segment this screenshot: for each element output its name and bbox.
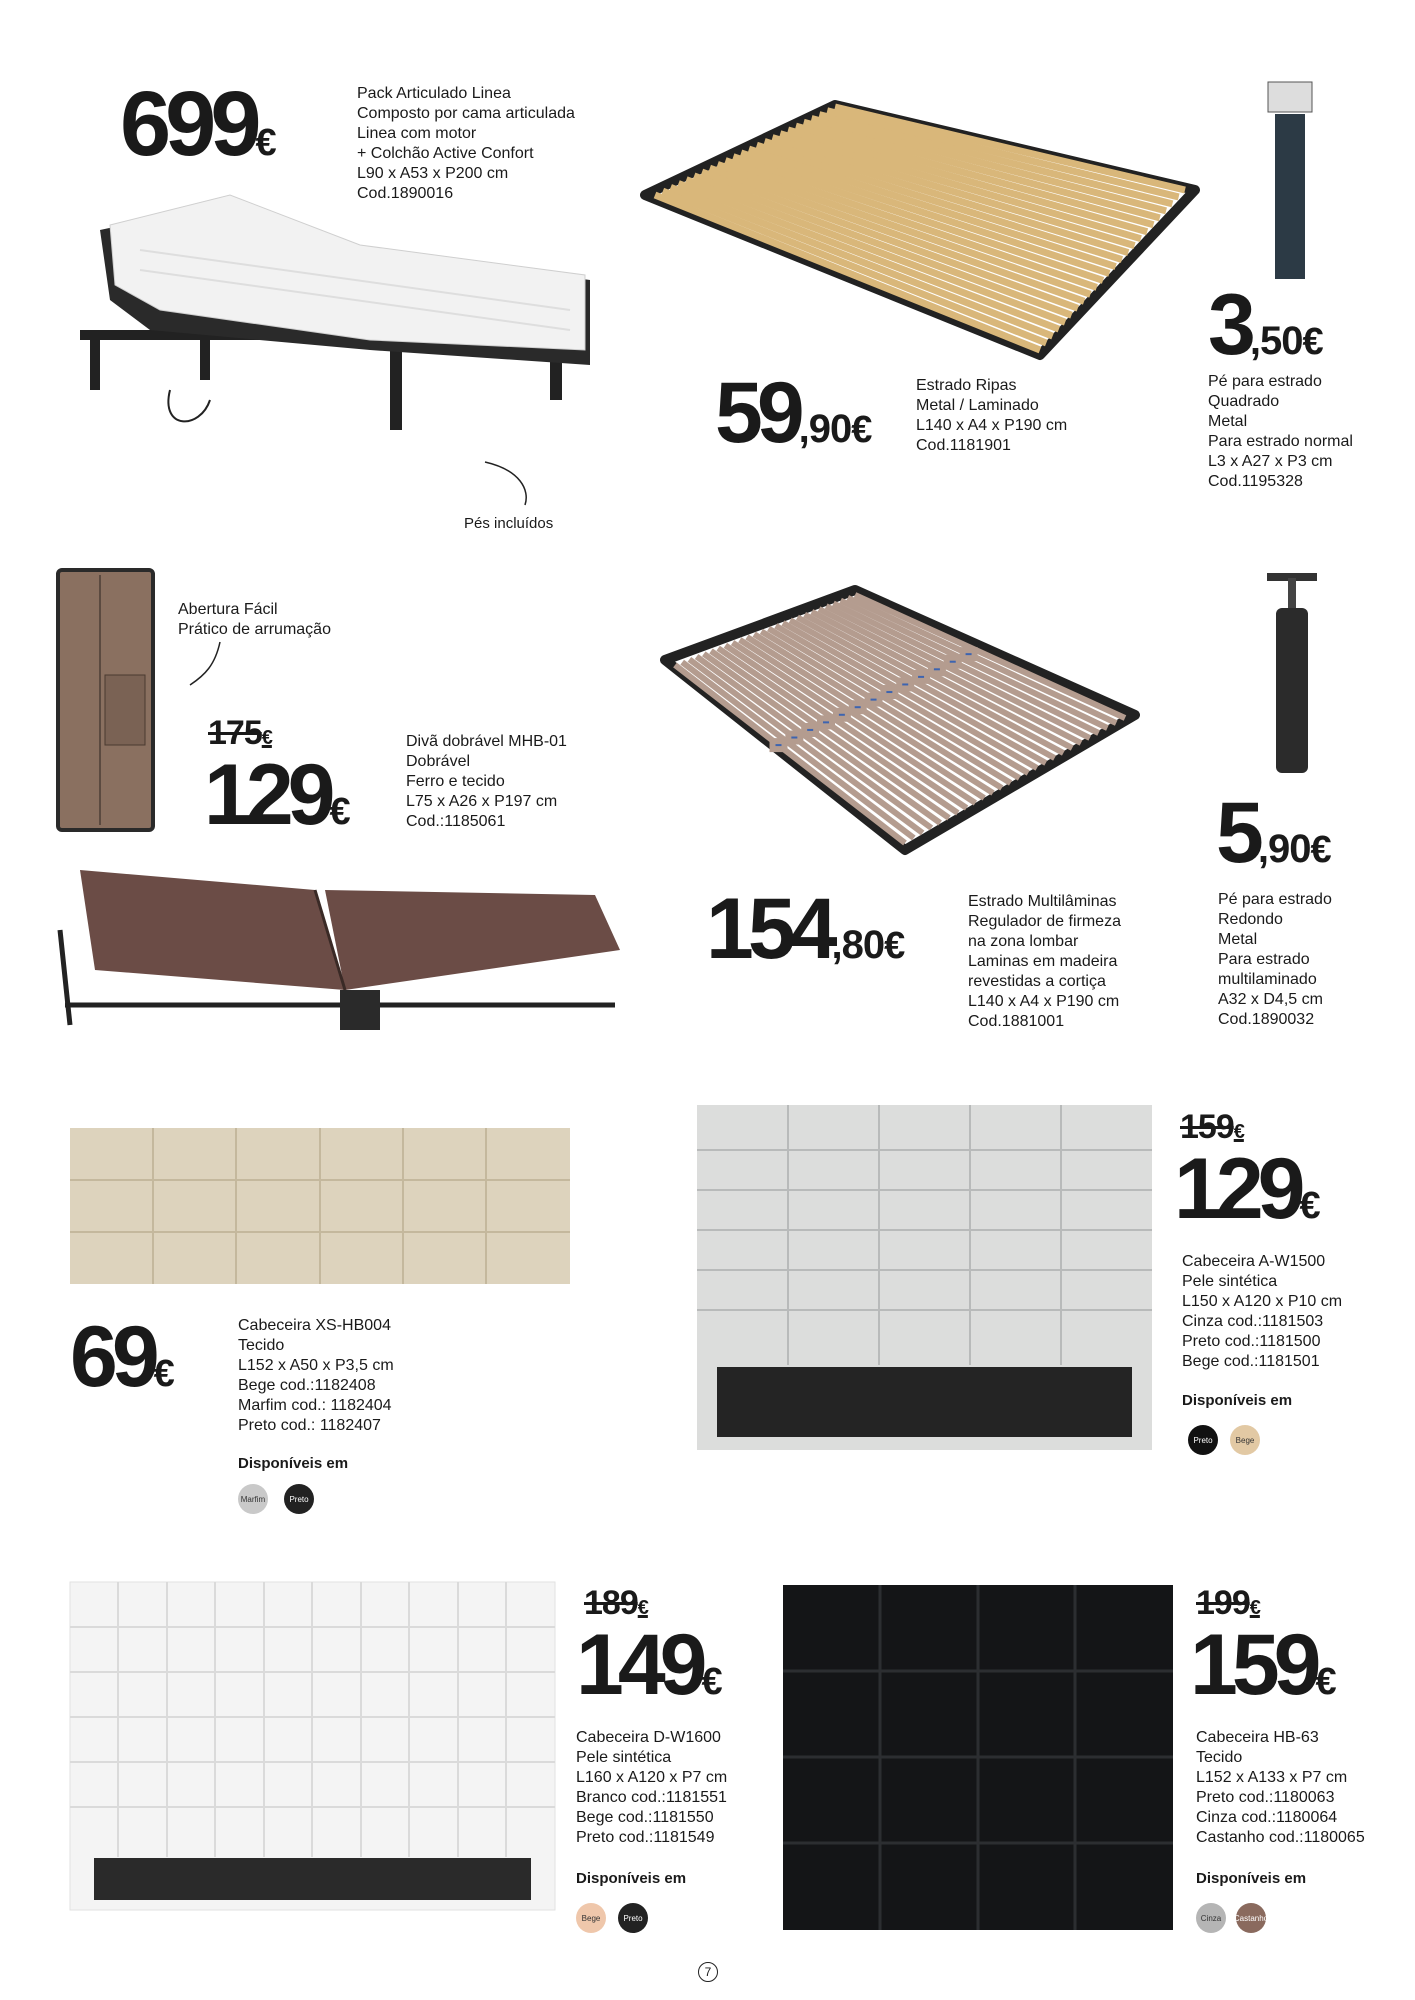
desc-line: Preto cod.:1180063 — [1196, 1789, 1335, 1806]
desc-line: Metal / Laminado — [916, 397, 1039, 414]
desc-line: Tecido — [1196, 1749, 1243, 1766]
desc-line: Marfim cod.: 1182404 — [238, 1397, 392, 1414]
desc-line: Para estrado — [1218, 951, 1310, 968]
available-label: Disponíveis em — [576, 1870, 687, 1887]
desc-line: Cod.1195328 — [1208, 473, 1303, 490]
slatted-base-image — [640, 100, 1200, 360]
old-price-value: 189 — [584, 1584, 638, 1622]
old-price-value: 159 — [1180, 1108, 1234, 1146]
desc-line: A32 x D4,5 cm — [1218, 991, 1323, 1008]
desc-line: Pé para estrado — [1218, 891, 1332, 908]
desc-pack-articulado — [357, 84, 575, 204]
desc-line: Preto cod.:1181549 — [576, 1829, 715, 1846]
price-int: 154 — [706, 881, 832, 977]
price-currency: € — [884, 925, 906, 967]
desc-line: Redondo — [1218, 911, 1283, 928]
desc-line: Ferro e tecido — [406, 773, 505, 790]
desc-line: Cod.1881001 — [968, 1013, 1065, 1030]
desc-line: L152 x A50 x P3,5 cm — [238, 1357, 394, 1374]
desc-line: Cabeceira HB-63 — [1196, 1729, 1319, 1746]
square-leg-image — [1260, 74, 1320, 284]
desc-line: Bege cod.:1181501 — [1182, 1353, 1320, 1370]
headboard-hb-63-image — [783, 1585, 1173, 1930]
price-currency: € — [701, 1661, 723, 1703]
price-int: 129 — [1174, 1141, 1300, 1237]
note-line: Abertura Fácil — [178, 601, 278, 618]
price-cabeceira-d-w1600 — [576, 1617, 723, 1713]
desc-line: Cinza cod.:1181503 — [1182, 1313, 1324, 1330]
desc-line: Cod.1181901 — [916, 437, 1011, 454]
desc-cabeceira-a-w1500 — [1182, 1252, 1342, 1372]
desc-line: Metal — [1218, 931, 1258, 948]
headboard-d-w1600-image — [70, 1582, 555, 1910]
desc-line: Divã dobrável MHB-01 — [406, 733, 567, 750]
price-int: 699 — [120, 73, 256, 175]
desc-cabeceira-hb-63 — [1196, 1728, 1365, 1848]
headboard-xs-hb004-image — [70, 1128, 570, 1284]
price-estrado-ripas — [715, 365, 873, 461]
old-price-currency: € — [1233, 1121, 1244, 1143]
round-leg-image — [1262, 568, 1322, 783]
price-int: 5 — [1216, 785, 1258, 881]
desc-line: Bege cod.:1182408 — [238, 1377, 376, 1394]
price-pack-articulado — [120, 73, 277, 175]
desc-pe-redondo — [1218, 890, 1332, 1030]
desc-line: Preto cod.:1181500 — [1182, 1333, 1321, 1350]
note-abertura-facil — [178, 600, 331, 640]
desc-line: L3 x A27 x P3 cm — [1208, 453, 1333, 470]
multislat-base-image — [655, 585, 1145, 855]
swatch-marfim[interactable]: Marfim — [238, 1484, 268, 1514]
old-price-currency: € — [1249, 1597, 1260, 1619]
desc-line: Dobrável — [406, 753, 471, 770]
price-currency: € — [1310, 829, 1332, 871]
price-pe-redondo — [1216, 785, 1332, 881]
available-label: Disponíveis em — [1182, 1392, 1293, 1409]
swatch-preto[interactable]: Preto — [618, 1903, 648, 1933]
folded-bed-image — [50, 565, 165, 845]
price-cabeceira-xs-hb004 — [70, 1309, 175, 1405]
desc-cabeceira-d-w1600 — [576, 1728, 727, 1848]
desc-line: Pele sintética — [576, 1749, 672, 1766]
price-int: 59 — [715, 365, 799, 461]
page-number: 7 — [698, 1962, 718, 1982]
old-price-currency: € — [261, 727, 272, 749]
price-currency: € — [851, 409, 873, 451]
desc-line: Cod.:1185061 — [406, 813, 506, 830]
price-currency: € — [1315, 1661, 1337, 1703]
desc-line: Cabeceira XS-HB004 — [238, 1317, 391, 1334]
old-price-a-w1500 — [1180, 1110, 1244, 1144]
price-int: 129 — [204, 747, 330, 843]
desc-line: Cinza cod.:1180064 — [1196, 1809, 1338, 1826]
old-price-hb-63 — [1196, 1586, 1260, 1620]
desc-line: Laminas em madeira — [968, 953, 1118, 970]
price-int: 69 — [70, 1309, 154, 1405]
slat-clip — [773, 741, 785, 749]
desc-line: Branco cod.:1181551 — [576, 1789, 727, 1806]
price-int: 3 — [1208, 277, 1250, 373]
swatch-bege[interactable]: Bege — [1230, 1425, 1260, 1455]
price-decimal: ,90 — [798, 407, 852, 451]
desc-line: Cod.1890016 — [357, 185, 454, 202]
desc-line: multilaminado — [1218, 971, 1317, 988]
pointer-line — [480, 460, 540, 510]
headboard-a-w1500-image — [697, 1105, 1152, 1450]
desc-estrado-multilaminas — [968, 892, 1121, 1032]
desc-line: Composto por cama articulada — [357, 105, 575, 122]
price-decimal: ,90 — [1257, 827, 1311, 871]
desc-line: Cod.1890032 — [1218, 1011, 1315, 1028]
note-pes-incluidos: Pés incluídos — [464, 515, 554, 532]
price-currency: € — [153, 1353, 175, 1395]
price-currency: € — [1302, 321, 1324, 363]
price-currency: € — [255, 122, 277, 164]
price-int: 149 — [576, 1617, 702, 1713]
desc-estrado-ripas — [916, 376, 1067, 456]
desc-line: Preto cod.: 1182407 — [238, 1417, 381, 1434]
unfolded-bed-image — [55, 860, 625, 1040]
price-pe-quadrado — [1208, 277, 1324, 373]
desc-line: L140 x A4 x P190 cm — [916, 417, 1068, 434]
desc-line: Quadrado — [1208, 393, 1280, 410]
desc-line: Cabeceira A-W1500 — [1182, 1253, 1326, 1270]
old-price-currency: € — [637, 1597, 648, 1619]
desc-line: Cabeceira D-W1600 — [576, 1729, 721, 1746]
price-currency: € — [1299, 1185, 1321, 1227]
desc-pe-quadrado — [1208, 372, 1353, 492]
price-currency: € — [329, 791, 351, 833]
desc-cabeceira-xs-hb004 — [238, 1316, 394, 1436]
desc-line: Estrado Ripas — [916, 377, 1017, 394]
desc-line: Estrado Multilâminas — [968, 893, 1117, 910]
swatch-preto[interactable]: Preto — [1188, 1425, 1218, 1455]
desc-line: Linea com motor — [357, 125, 477, 142]
desc-line: Regulador de firmeza — [968, 913, 1121, 930]
desc-line: Bege cod.:1181550 — [576, 1809, 714, 1826]
desc-line: Pé para estrado — [1208, 373, 1322, 390]
desc-line: Metal — [1208, 413, 1248, 430]
desc-line: Tecido — [238, 1337, 285, 1354]
price-decimal: ,50 — [1249, 319, 1303, 363]
note-line: Prático de arrumação — [178, 621, 331, 638]
pointer-line — [185, 640, 225, 690]
desc-line: L160 x A120 x P7 cm — [576, 1769, 728, 1786]
available-label: Disponíveis em — [238, 1455, 349, 1472]
desc-line: na zona lombar — [968, 933, 1079, 950]
price-diva — [204, 747, 351, 843]
desc-line: Pele sintética — [1182, 1273, 1278, 1290]
desc-line: L150 x A120 x P10 cm — [1182, 1293, 1343, 1310]
old-price-d-w1600 — [584, 1586, 648, 1620]
desc-line: L152 x A133 x P7 cm — [1196, 1769, 1348, 1786]
swatch-castanho[interactable]: Castanho — [1236, 1903, 1266, 1933]
desc-line: + Colchão Active Confort — [357, 145, 534, 162]
swatch-cinza[interactable]: Cinza — [1196, 1903, 1226, 1933]
price-estrado-multilaminas — [706, 881, 906, 977]
available-label: Disponíveis em — [1196, 1870, 1307, 1887]
price-cabeceira-a-w1500 — [1174, 1141, 1321, 1237]
desc-line: Pack Articulado Linea — [357, 85, 511, 102]
desc-line: L140 x A4 x P190 cm — [968, 993, 1120, 1010]
price-cabeceira-hb-63 — [1190, 1617, 1337, 1713]
desc-line: Para estrado normal — [1208, 433, 1353, 450]
old-price-value: 175 — [208, 714, 262, 752]
desc-line: L75 x A26 x P197 cm — [406, 793, 558, 810]
desc-diva — [406, 732, 567, 832]
price-int: 159 — [1190, 1617, 1316, 1713]
price-decimal: ,80 — [831, 923, 885, 967]
desc-line: revestidas a cortiça — [968, 973, 1106, 990]
desc-line: Castanho cod.:1180065 — [1196, 1829, 1365, 1846]
desc-line: L90 x A53 x P200 cm — [357, 165, 509, 182]
swatch-bege[interactable]: Bege — [576, 1903, 606, 1933]
old-price-value: 199 — [1196, 1584, 1250, 1622]
swatch-preto[interactable]: Preto — [284, 1484, 314, 1514]
old-price-diva — [208, 716, 272, 750]
